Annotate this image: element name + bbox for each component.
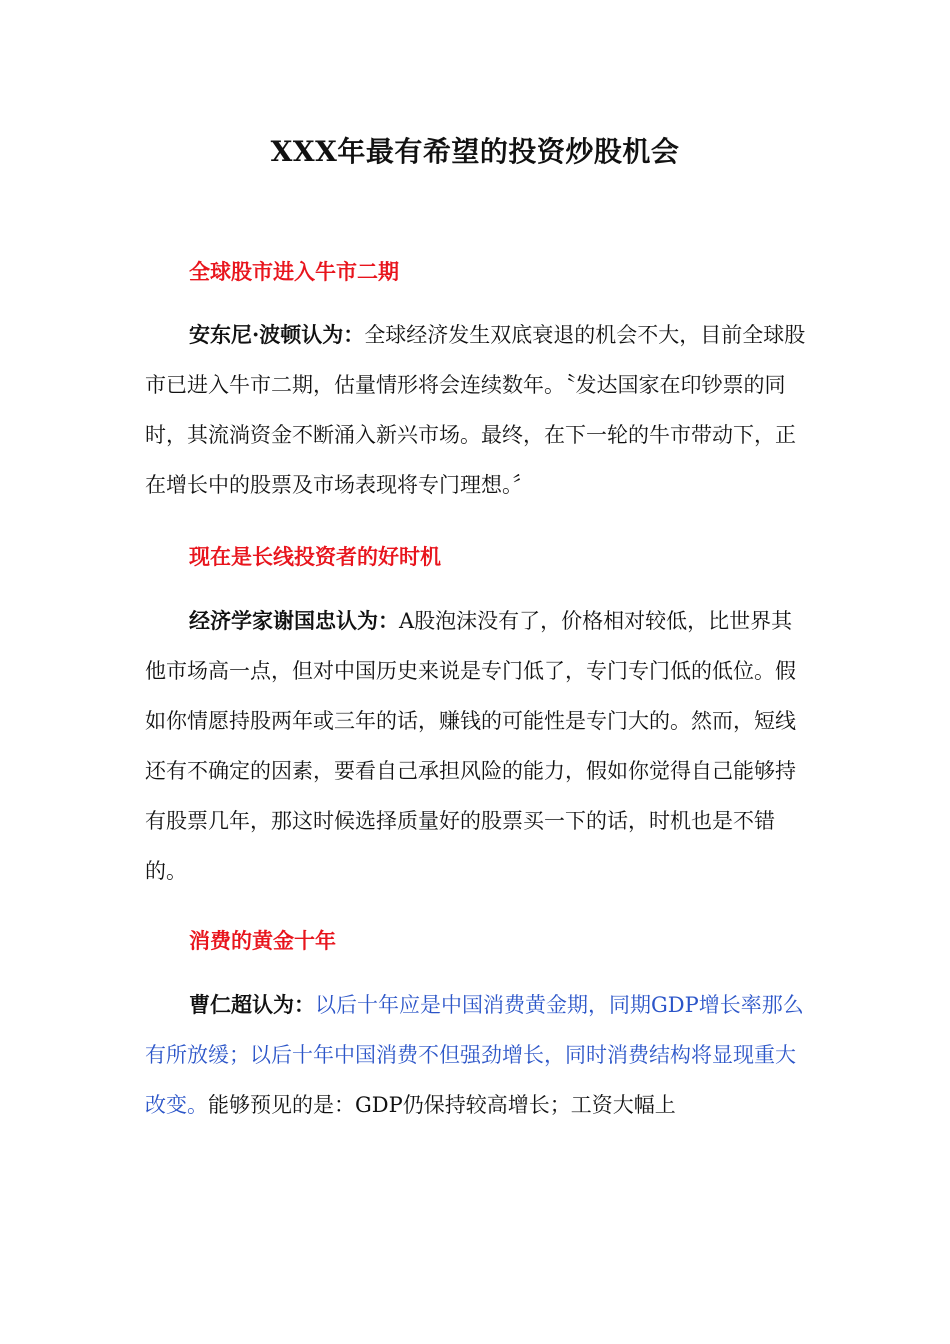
section-paragraph-bull-market — [145, 310, 810, 510]
emphasis-text: 以后十年应是中国消费黄金期，同期GDP增长率那么有所放缓；以后十年中国消费不但强劲增长，同时消费结构将显现重大改变。 — [145, 993, 804, 1117]
section-paragraph-long-term-investors — [145, 596, 810, 896]
speaker-label: 安东尼·波顿认为： — [189, 322, 365, 347]
paragraph-text: 能够预见的是：GDP仍保持较高增长；工资大幅上 — [208, 1093, 676, 1117]
section-heading-bull-market: 全球股市进入牛市二期 — [189, 259, 399, 284]
speaker-label: 经济学家谢国忠认为： — [189, 608, 399, 633]
section-paragraph-consumption-decade — [145, 980, 810, 1130]
paragraph-text: 全球经济发生双底衰退的机会不大，目前全球股市已进入牛市二期，估量情形将会连续数年。〝发达国家在印钞票的同时，其流淌资金不断涌入新兴市场。最终，在下一轮的牛市带动下，正在增长中的股票及市场表现将专门理想。〞 — [145, 323, 806, 497]
paragraph-text: A股泡沫没有了，价格相对较低，比世界其他市场高一点，但对中国历史来说是专门低了，专门专门低的低位。假如你情愿持股两年或三年的话，赚钱的可能性是专门大的。然而，短线还有不确定的因素，要看自己承担风险的能力，假如你觉得自己能够持有股票几年，那这时候选择质量好的股票买一下的话，时机也是不错的。 — [145, 609, 796, 883]
speaker-label: 曹仁超认为： — [189, 992, 315, 1017]
section-heading-consumption-decade: 消费的黄金十年 — [189, 928, 336, 953]
document-title: XXX年最有希望的投资炒股机会 — [270, 135, 680, 168]
section-heading-long-term-investors: 现在是长线投资者的好时机 — [189, 544, 441, 569]
